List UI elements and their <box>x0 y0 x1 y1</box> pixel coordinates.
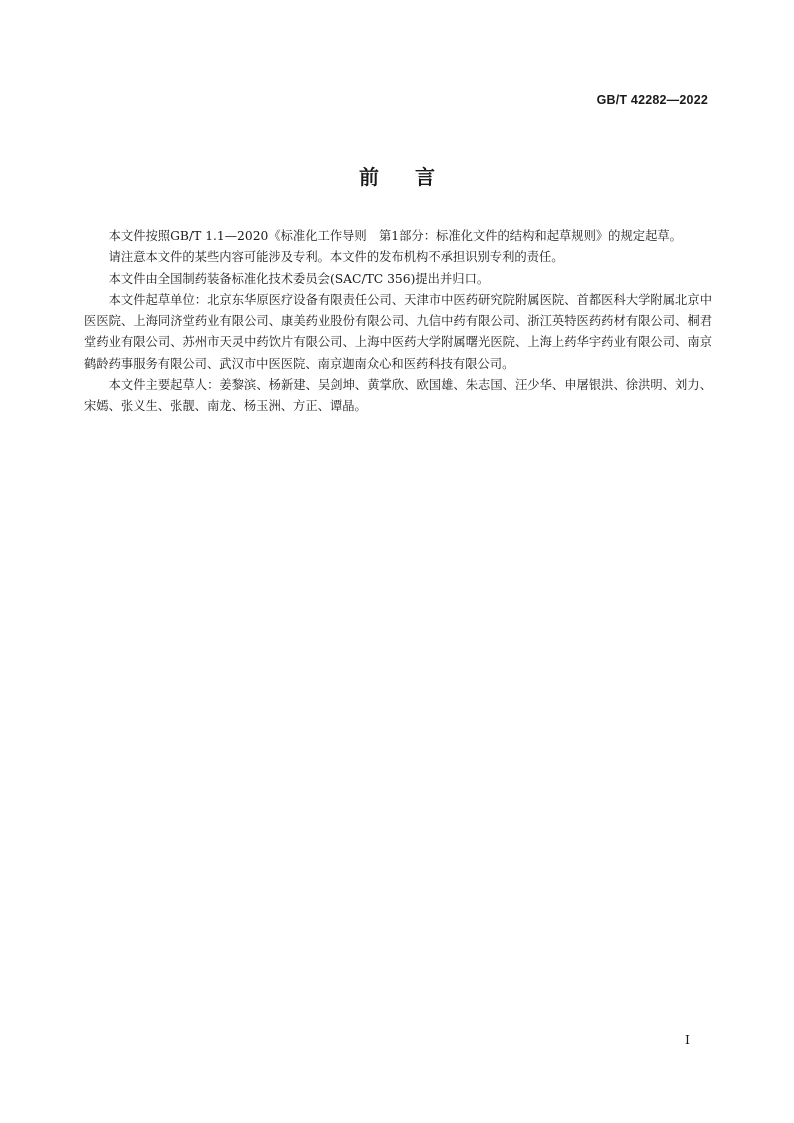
paragraph-committee: 本文件由全国制药装备标准化技术委员会(SAC/TC 356)提出并归口。 <box>108 271 490 286</box>
preface-body <box>84 226 712 418</box>
paragraph-drafting-rules: 本文件按照GB/T 1.1—2020《标准化工作导则 第1部分：标准化文件的结构和起草规则》的规定起草。 <box>108 229 682 243</box>
paragraph-patent-notice: 请注意本文件的某些内容可能涉及专利。本文件的发布机构不承担识别专利的责任。 <box>108 250 564 265</box>
standard-code: GB/T 42282—2022 <box>596 93 708 107</box>
page-number: I <box>685 1032 690 1047</box>
paragraph-drafting-units: 本文件起草单位：北京东华原医疗设备有限责任公司、天津市中医药研究院附属医院、首都医科大学附属北京中医医院、上海同济堂药业有限公司、康美药业股份有限公司、九信中药有限公司、浙江英特医药药材有限公司、桐君堂药业有限公司、苏州市天灵中药饮片有限公司、上海中医药大学附属曙光医院、上海上药华宇药业有限公司、南京鹤龄药事服务有限公司、武汉市中医医院、南京迦南众心和医药科技有限公司。 <box>84 292 712 371</box>
paragraph-drafters: 本文件主要起草人：姜黎滨、杨新建、吴剑坤、黄掌欣、欧国雄、朱志国、汪少华、申屠银洪、徐洪明、刘力、宋嫣、张义生、张靓、南龙、杨玉洲、方正、谭晶。 <box>84 378 712 414</box>
page-title: 前言 <box>359 165 471 189</box>
